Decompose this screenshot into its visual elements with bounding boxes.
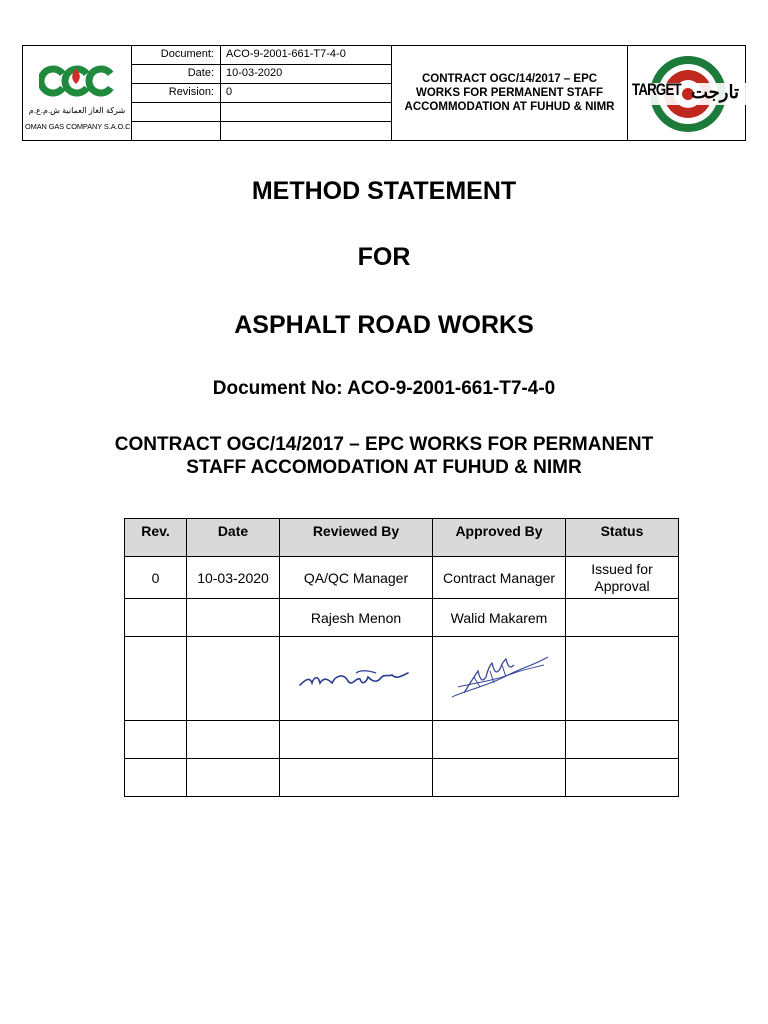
header-approved-by: Approved By (433, 519, 566, 557)
cell-status (566, 599, 679, 637)
document-meta (132, 46, 392, 140)
cell-empty (187, 637, 280, 721)
cell-date: 10-03-2020 (187, 557, 280, 599)
table-row (125, 759, 679, 797)
cell-empty (566, 721, 679, 759)
header-rev: Rev. (125, 519, 187, 557)
ogc-logo-cell (23, 46, 132, 140)
meta-label (132, 122, 221, 140)
table-row (125, 721, 679, 759)
contract-line-2: STAFF ACCOMODATION AT FUHUD & NIMR (186, 457, 582, 478)
header-status: Status (566, 519, 679, 557)
approver-signature-image (444, 647, 554, 707)
cell-empty (280, 759, 433, 797)
cell-empty (187, 759, 280, 797)
table-header-row (125, 519, 679, 557)
meta-label (132, 103, 221, 121)
title-subject: ASPHALT ROAD WORKS (234, 311, 534, 339)
ogc-english-name: OMAN GAS COMPANY S.A.O.C (25, 122, 131, 131)
ogc-logo-icon (39, 58, 117, 104)
cell-rev: 0 (125, 557, 187, 599)
title-method-statement: METHOD STATEMENT (251, 177, 517, 205)
document-number: Document No: ACO-9-2001-661-T7-4-0 (212, 378, 556, 399)
meta-row (132, 103, 391, 122)
meta-value: 0 (226, 86, 233, 98)
cell-empty (433, 721, 566, 759)
cell-empty (433, 759, 566, 797)
table-row (125, 599, 679, 637)
reviewer-signature-image (296, 657, 416, 697)
cell-empty (187, 721, 280, 759)
meta-row (132, 122, 391, 140)
meta-value: 10-03-2020 (226, 67, 283, 79)
meta-value: ACO-9-2001-661-T7-4-0 (226, 48, 346, 60)
header-contract-text: CONTRACT OGC/14/2017 – EPC WORKS FOR PERMANENT STAFF ACCOMMODATION AT FUHUD & NIMR (392, 46, 628, 140)
cell-empty (566, 759, 679, 797)
approver-signature (433, 637, 566, 721)
cell-approved-by: Contract Manager (433, 557, 566, 599)
meta-row (132, 65, 391, 84)
meta-label: Date: (132, 65, 221, 83)
reviewer-signature (280, 637, 433, 721)
cell-reviewer-name: Rajesh Menon (280, 599, 433, 637)
meta-value (221, 103, 391, 121)
cell-date (187, 599, 280, 637)
meta-value (221, 122, 391, 140)
signature-row (125, 637, 679, 721)
meta-row (132, 84, 391, 103)
approval-table (124, 518, 679, 797)
ogc-arabic-name: شركة الغاز العمانية ش.م.ع.م (28, 106, 126, 115)
cell-empty (280, 721, 433, 759)
cell-empty (125, 721, 187, 759)
header-reviewed-by: Reviewed By (280, 519, 433, 557)
target-logo-arabic: تارجت (691, 82, 739, 102)
title-for: FOR (357, 243, 411, 271)
cell-empty (125, 637, 187, 721)
cell-reviewed-by: QA/QC Manager (280, 557, 433, 599)
contract-line-1: CONTRACT OGC/14/2017 – EPC WORKS FOR PERMANENT (114, 434, 654, 455)
cell-approver-name: Walid Makarem (433, 599, 566, 637)
cell-rev (125, 599, 187, 637)
header-date: Date (187, 519, 280, 557)
target-logo-cell (628, 46, 745, 140)
document-header (22, 45, 746, 141)
cell-empty (566, 637, 679, 721)
meta-label: Document: (132, 46, 221, 64)
target-logo-latin: TARGET (632, 80, 681, 99)
meta-label: Revision: (132, 84, 221, 102)
meta-row (132, 46, 391, 65)
cell-empty (125, 759, 187, 797)
table-row (125, 557, 679, 599)
cell-status: Issued for Approval (566, 557, 679, 599)
